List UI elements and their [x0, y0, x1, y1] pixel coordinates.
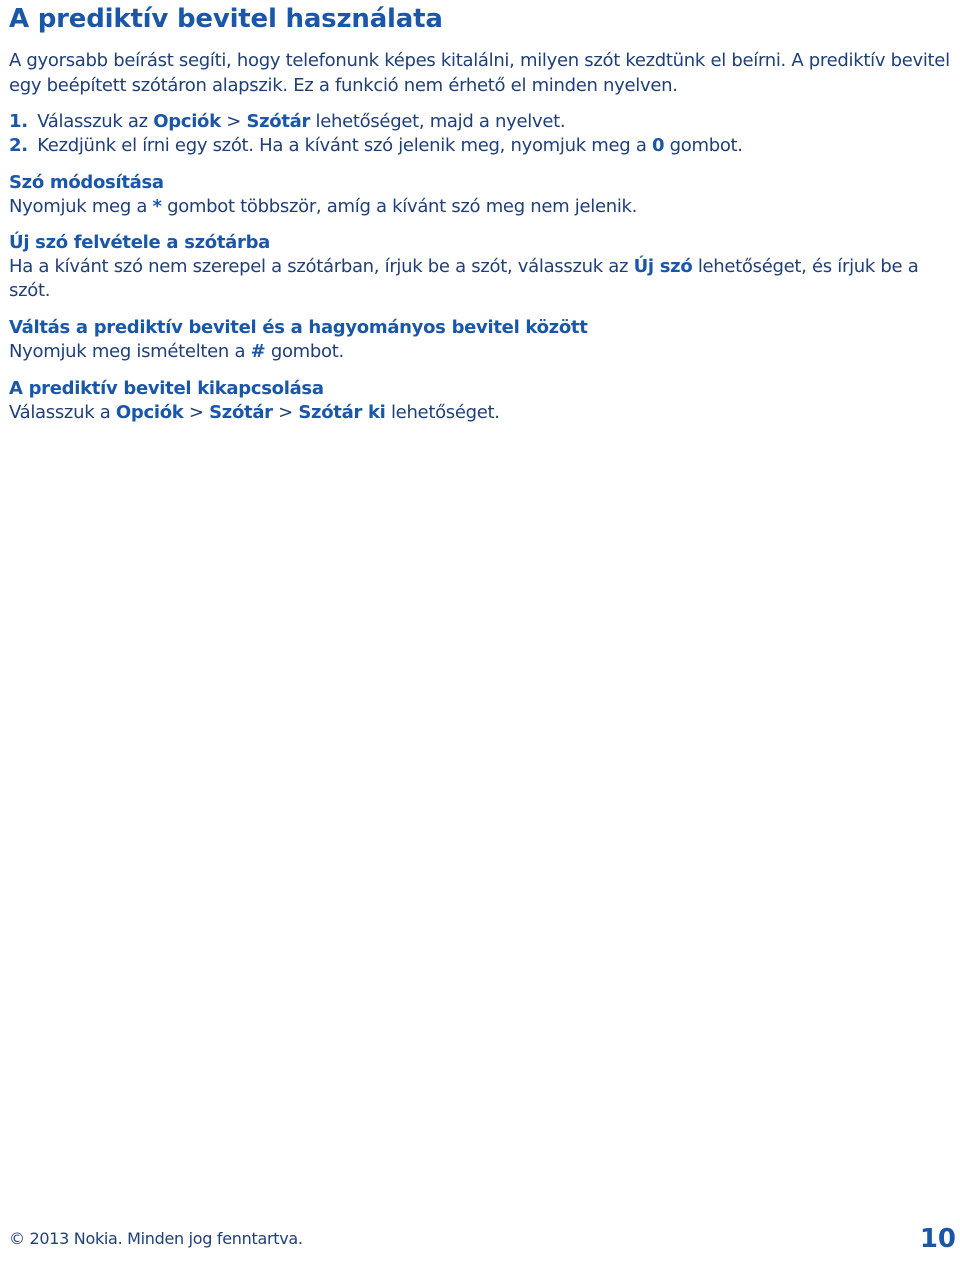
ui-term-dictionary-off: Szótár ki [298, 402, 386, 423]
step-number: 1. [9, 111, 28, 132]
body-text: gombot többször, amíg a kívánt szó meg nem jelenik. [167, 196, 638, 217]
footer-copyright: © 2013 Nokia. Minden jog fenntartva. [9, 1229, 303, 1248]
body-text: Nyomjuk meg ismételten a [9, 341, 246, 362]
section-new-word [9, 231, 954, 303]
body-text: lehetőséget. [390, 402, 500, 423]
ui-term-new-word: Új szó [633, 256, 693, 277]
page-number: 10 [919, 1224, 956, 1254]
menu-separator: > [226, 111, 242, 132]
section-heading: A prediktív bevitel kikapcsolása [9, 378, 324, 399]
body-text: Válasszuk a [9, 402, 111, 423]
section-body [9, 255, 954, 303]
section-disable-predictive [9, 377, 954, 425]
ui-term-dictionary: Szótár [209, 402, 273, 423]
step-number: 2. [9, 135, 28, 156]
step-text: lehetőséget, majd a nyelvet. [315, 111, 566, 132]
ui-term-options: Opciók [153, 111, 221, 132]
step-1 [9, 110, 743, 134]
step-2 [9, 134, 743, 158]
body-text: lehetőséget, és írjuk be a szót. [9, 256, 919, 301]
menu-separator: > [278, 402, 293, 423]
menu-separator: > [188, 402, 204, 423]
step-text: gombot. [669, 135, 743, 156]
body-text: Nyomjuk meg a [9, 196, 148, 217]
ui-term-options: Opciók [115, 402, 184, 423]
section-heading: Új szó felvétele a szótárba [9, 232, 271, 253]
section-body [9, 401, 954, 425]
body-text: Ha a kívánt szó nem szerepel a szótárban, írjuk be a szót, válasszuk az [9, 256, 629, 277]
step-text: Kezdjünk el írni egy szót. Ha a kívánt szó jelenik meg, nyomjuk meg a [37, 135, 647, 156]
body-text: gombot. [270, 341, 344, 362]
section-heading: Szó módosítása [9, 172, 164, 193]
step-text: Válasszuk az [37, 111, 148, 132]
section-modify-word [9, 171, 954, 219]
ui-key-star: * [152, 196, 162, 217]
page-title: A prediktív bevitel használata [9, 4, 443, 34]
steps-list [9, 110, 743, 158]
intro-paragraph: A gyorsabb beírást segíti, hogy telefonunk képes kitalálni, milyen szót kezdtünk el beírni. A prediktív bevitel egy beépített szótáron alapszik. Ez a funkció nem érhető el minden nyelven. [9, 50, 950, 96]
ui-key-zero: 0 [651, 135, 665, 156]
ui-term-dictionary: Szótár [246, 111, 311, 132]
section-switch-input [9, 316, 954, 364]
section-heading: Váltás a prediktív bevitel és a hagyományos bevitel között [9, 317, 588, 338]
section-body [9, 340, 954, 364]
ui-key-hash: # [250, 341, 266, 362]
section-body [9, 195, 954, 219]
